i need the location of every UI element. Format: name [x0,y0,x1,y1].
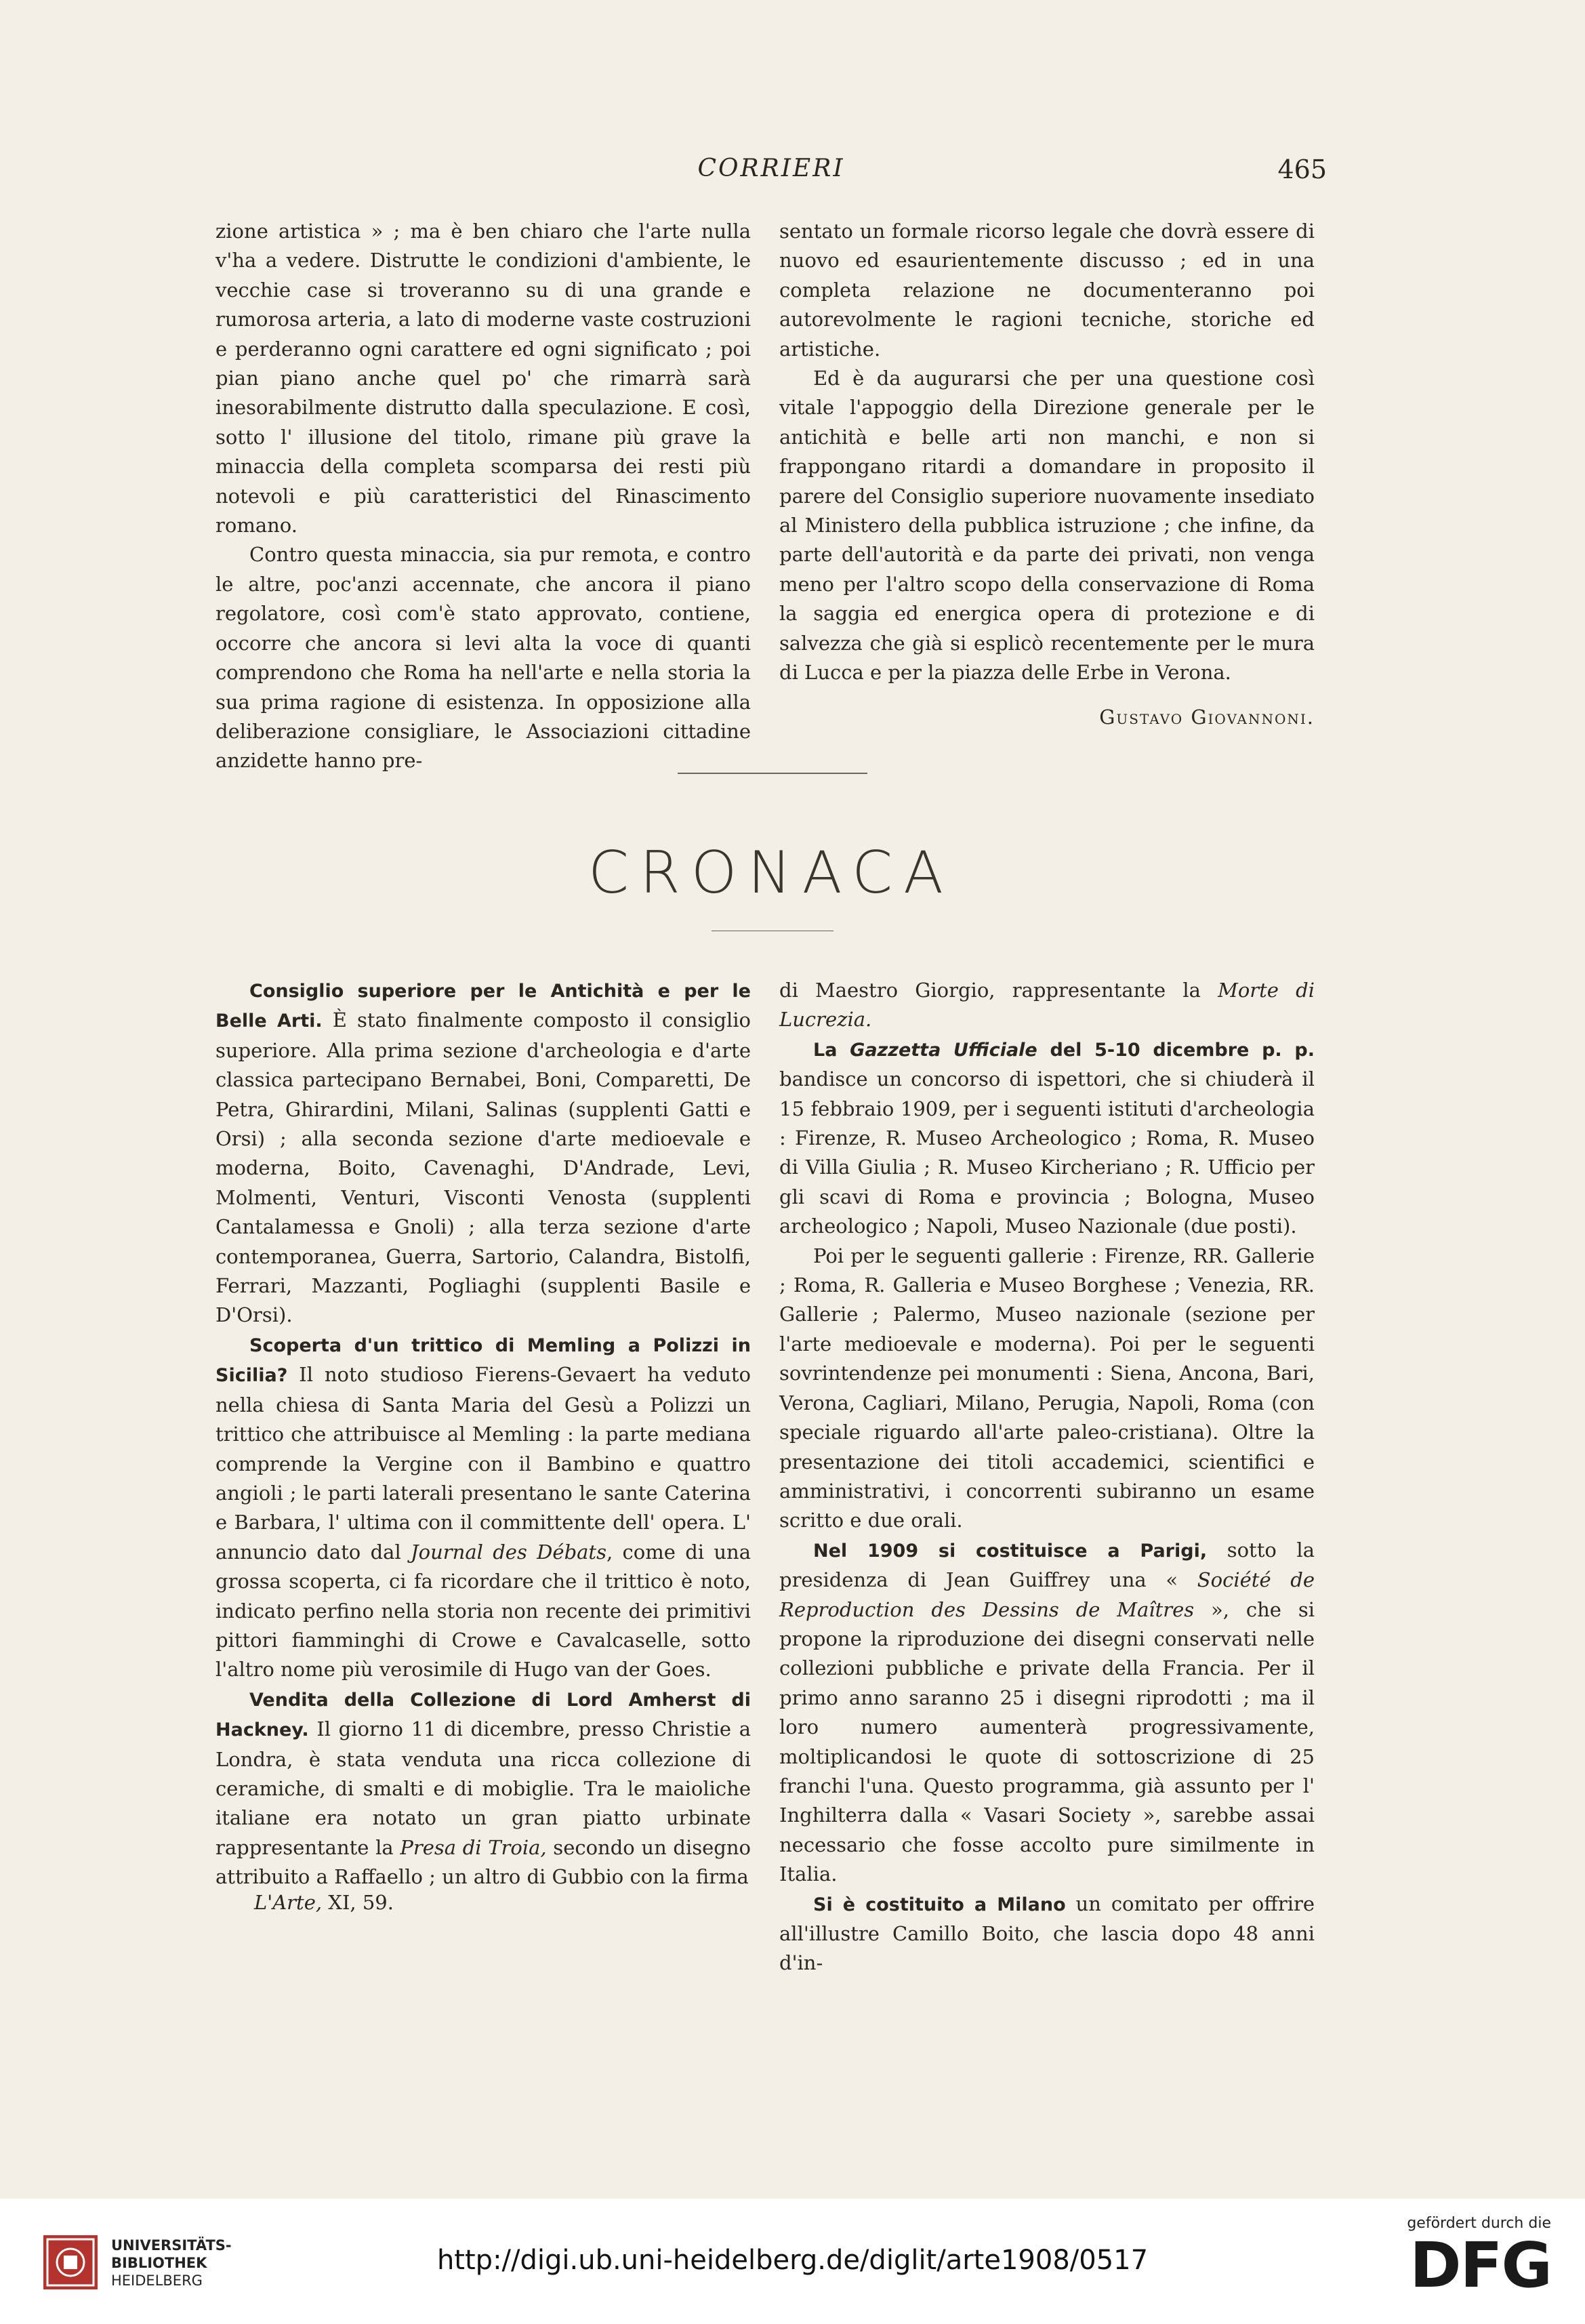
news-item-continuation [779,976,1315,1035]
news-headline [813,1040,1315,1061]
publication-title: Journal des Débats [411,1540,606,1564]
permalink-url[interactable]: http://digi.ub.uni-heidelberg.de/diglit/arte1908/0517 [436,2245,1149,2276]
news-item-parigi [779,1536,1315,1890]
funding-caption: gefördert durch die [1407,2215,1551,2232]
section-title: CRONACA [588,839,955,907]
chronicle-column-right [779,976,1315,1978]
paragraph: sentato un formale ricorso legale che dovrà essere di nuovo ed esaurientemente discusso ; ed in una completa relazione ne documenteranno poi autorevolmente le ragioni tecniche, storiche ed artistiche. [779,220,1315,361]
article-column-top-left [215,217,751,776]
news-body: Il giorno 11 di dicembre, presso Christie a Londra, è stata venduta una ricca collezione di ceramiche, di smalti e di mobiglie. Tra le maioliche italiane era notato un gran piatto urbinate rappresentante la [215,1717,751,1859]
library-name-line: BIBLIOTHEK [111,2255,207,2271]
news-item-gazzetta [779,1035,1315,1242]
dfg-logo [1395,2215,1551,2310]
news-body: », che si propone la riproduzione dei disegni conservati nelle collezioni pubbliche e private della Francia. Per il primo anno saranno 25 i disegni riprodotti ; ma il loro numero aumenterà progressivamente, moltiplicandosi le quote di sottoscrizione di 25 franchi l'una. Questo programma, già assunto per l' Inghilterra dalla « Vasari Society », sarebbe assai necessario che fosse accolto pure similmente in Italia. [779,1597,1315,1886]
signature-mark [254,1891,394,1914]
headline-part: La [813,1039,850,1061]
news-body: di Maestro Giorgio, rappresentante la [779,979,1218,1002]
paragraph: Ed è da augurarsi che per una questione così vitale l'appoggio della Direzione generale per le antichità e belle arti non manchi, e non si frappongano ritardi a domandare in proposito il parere del Consiglio superiore nuovamente insediato al Ministero della pubblica istruzione ; che infine, da parte dell'autorità e da parte dei privati, non venga meno per l'altro scopo della conservazione di Roma la saggia ed energica opera di protezione e di salvezza che già si esplicò recentemente per le mura di Lucca e per la piazza delle Erbe in Verona. [779,367,1315,685]
paragraph: Contro questa minaccia, sia pur remota, e contro le altre, poc'anzi accennate, che ancora il piano regolatore, così com'è stato approvato, contiene, occorre che ancora si levi alta la voce di quanti comprendono che Roma ha nell'arte e nella storia la sua prima ragione di esistenza. In opposizione alla deliberazione consigliare, le Associazioni cittadine anzidette hanno pre- [215,543,751,773]
news-item-consiglio [215,976,751,1330]
news-body: , come di una grossa scoperta, ci fa ricordare che il trittico è noto, indicato perfino nella storia non recente dei primitivi pittori fiamminghi di Crowe e Cavalcaselle, sotto l'altro nome più verosimile di Hugo van der Goes. [215,1540,751,1681]
dfg-wordmark: DFG [1409,2229,1551,2302]
article-column-top-right [779,217,1315,732]
news-body: un comitato per offrire all'illustre Camillo Boito, che lascia dopo 48 anni d'in- [779,1892,1315,1975]
news-headline: Consiglio superiore per le Antichità e per le Belle Arti. [215,981,751,1032]
news-item-milano [779,1890,1315,1978]
news-item-memling [215,1330,751,1685]
page-number: 465 [1277,155,1327,184]
news-body: È stato finalmente composto il consiglio superiore. Alla prima sezione d'archeologia e d'arte classica partecipano Bernabei, Boni, Comparetti, De Petra, Ghirardini, Milani, Salinas (supplenti Gatti e Orsi) ; alla seconda sezione d'arte medioevale e moderna, Boito, Cavenaghi, D'Andrade, Levi, Molmenti, Venturi, Visconti Venosta (supplenti Cantalamessa e Gnoli) ; alla terza sezione d'arte contemporanea, Guerra, Sartorio, Calandra, Bistolfi, Ferrari, Mazzanti, Pogliaghi (supplenti Basile e D'Orsi). [215,1008,751,1327]
library-name-line: UNIVERSITÄTS- [111,2237,232,2254]
chronicle-column-left [215,976,751,1892]
news-headline: Scoperta d'un trittico di Memling a Polizzi in Sicilia? [215,1334,751,1387]
paragraph: zione artistica » ; ma è ben chiaro che l'arte nulla v'ha a vedere. Distrutte le condizioni d'ambiente, le vecchie case si troveranno su di una grande e rumorosa arteria, a lato di moderne vaste costruzioni e perderanno ogni carattere ed ogni significato ; poi pian piano anche quel po' che rimarrà sarà inesorabilmente distrutto dalla speculazione. E così, sotto l' illusione del titolo, rimane più grave la minaccia della completa scomparsa dei resti più notevoli e più caratteristici del Rinascimento romano. [215,220,751,537]
publication-title: Gazzetta Ufficiale [850,1039,1037,1061]
running-head [215,155,1327,195]
journal-name: L'Arte, [254,1891,323,1914]
news-headline: Vendita della Collezione di Lord Amherst di Hackney. [215,1689,751,1741]
author-signature: Gustavo Giovannoni. [1099,705,1315,729]
news-body: secondo un disegno attribuito a Raffaello ; un altro di Gubbio con la firma [215,1835,752,1889]
news-body: sotto la presidenza di Jean Guiffrey una « [779,1538,1315,1592]
digitization-footer [0,2199,1585,2324]
news-item-amherst [215,1685,751,1892]
news-body: bandisce un concorso di ispettori, che si chiuderà il 15 febbraio 1909, per i seguenti istituti d'archeologia : Firenze, R. Museo Archeologico ; Roma, R. Museo di Villa Giulia ; R. Museo Kircheriano ; R. Ufficio per gli scavi di Roma e provincia ; Bologna, Museo archeologico ; Napoli, Museo Nazionale (due posti). [779,1067,1315,1238]
section-divider [678,773,867,774]
library-name-line: HEIDELBERG [111,2272,203,2289]
headline-part: del 5-10 dicembre p. p. [1037,1039,1315,1061]
news-body: Il noto studioso Fierens-Gevaert ha veduto nella chiesa di Santa Maria del Gesù a Polizzi un trittico che attribuisce al Memling : la parte mediana comprende la Vergine con il Bambino e quattro angioli ; le parti laterali presentano le sante Caterina e Barbara, l' ultima con il committente dell' opera. L' annuncio dato dal [215,1363,751,1564]
news-headline: Nel 1909 si costituisce a Parigi, [813,1540,1208,1562]
paragraph: Poi per le seguenti gallerie : Firenze, RR. Gallerie ; Roma, R. Galleria e Museo Borghese ; Venezia, RR. Gallerie ; Palermo, Museo nazionale (sezione per l'arte medioevale e moderna). Poi per le seguenti sovrintendenze pei monumenti : Siena, Ancona, Bari, Verona, Cagliari, Milano, Perugia, Napoli, Roma (con speciale riguardo all'arte paleo-cristiana). Oltre la presentazione dei titoli accademici, scientifici e amministrativi, i concorrenti subiranno un esame scritto e due orali. [779,1244,1315,1532]
artwork-title: Morte di Lucrezia. [779,979,1315,1032]
news-headline: Si è costituito a Milano [813,1894,1066,1915]
running-title: CORRIERI [697,155,845,182]
artwork-title: Presa di Troia, [400,1835,547,1859]
signature-number: XI, 59. [322,1891,394,1914]
society-name: Société de Reproduction des Dessins de Maîtres [779,1568,1315,1621]
